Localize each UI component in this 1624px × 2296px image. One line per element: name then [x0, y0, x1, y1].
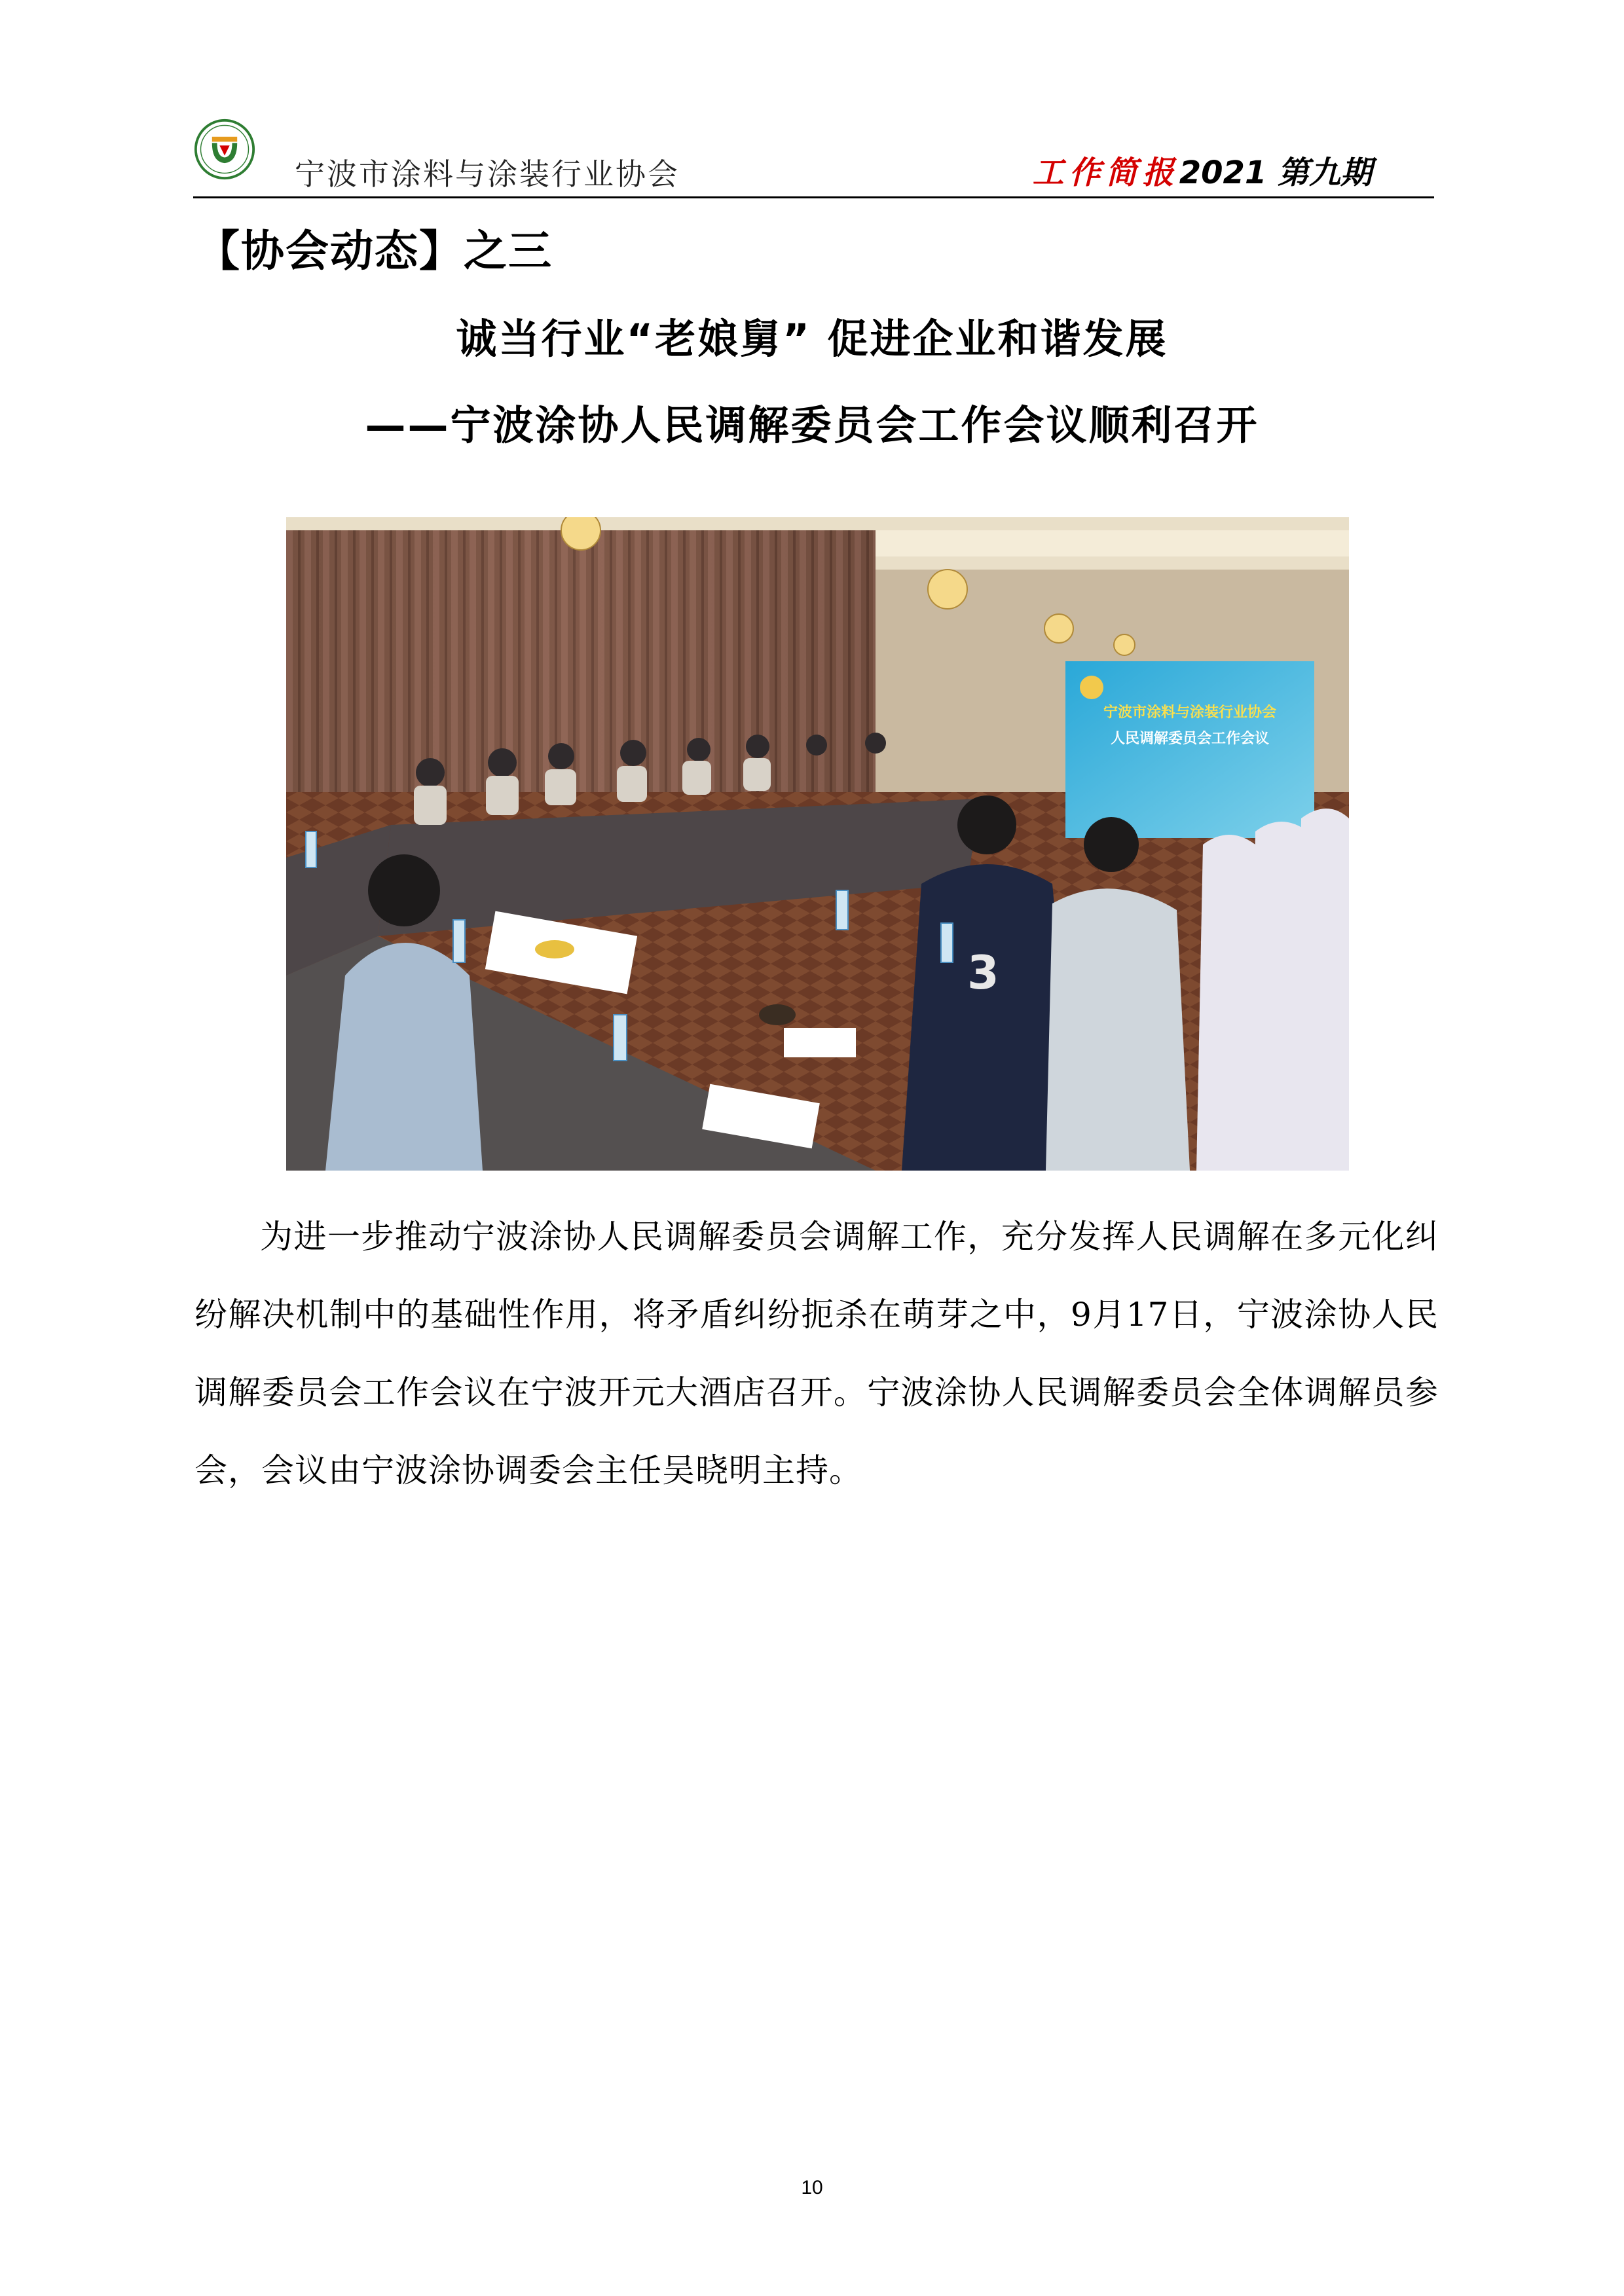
headline: 诚当行业“老娘舅” 促进企业和谐发展	[456, 315, 1168, 363]
page-number: 10	[801, 2177, 823, 2198]
issue-brief-label: 工作简报	[1032, 155, 1179, 191]
body-paragraph: 为进一步推动宁波涂协人民调解委员会调解工作，充分发挥人民调解在多元化纠纷解决机制中的基础性作用，将矛盾纠纷扼杀在萌芽之中，9月17日，宁波涂协人民调解委员会工作会议在宁波开元大酒店召开。宁波涂协人民调解委员会全体调解员参会，会议由宁波涂协调委会主任吴晓明主持。	[194, 1218, 1439, 1489]
org-name: 宁波市涂料与涂装行业协会	[295, 156, 680, 192]
meeting-photo	[286, 517, 1349, 1171]
issue-label	[1033, 147, 1372, 192]
page-header	[193, 111, 1434, 200]
association-logo-icon	[193, 118, 256, 181]
header-divider	[193, 196, 1434, 198]
screen-line1: 宁波市涂料与涂装行业协会	[1103, 704, 1277, 721]
subheadline: ——宁波涂协人民调解委员会工作会议顺利召开	[365, 401, 1259, 449]
section-title: 【协会动态】之三	[196, 226, 553, 276]
meeting-photo-illustration	[286, 517, 1349, 1171]
screen-line2: 人民调解委员会工作会议	[1110, 731, 1270, 747]
issue-number: 2021 第九期	[1179, 155, 1372, 191]
svg-text:3: 3	[967, 946, 999, 1000]
